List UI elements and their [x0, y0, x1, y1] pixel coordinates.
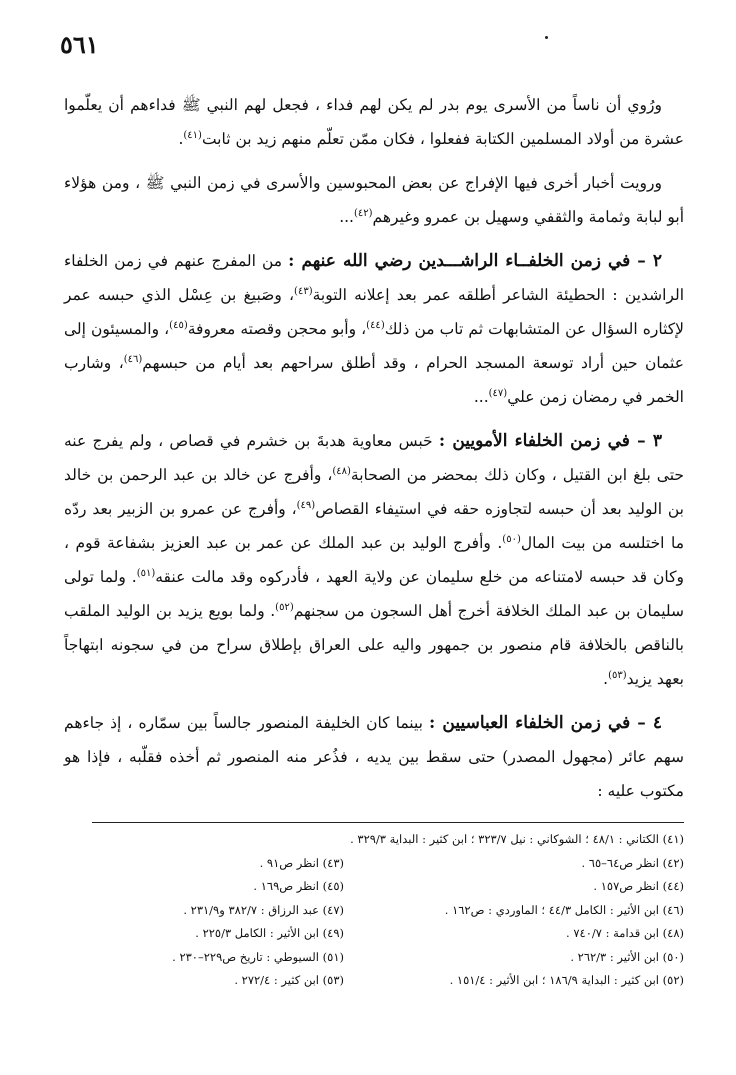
paragraph-text: ، وصَبيغ بن عِسْل الذي حبسه عمر لإكثاره السؤال عن المتشابهات ثم تاب من ذلك — [64, 286, 685, 338]
paragraph — [64, 244, 684, 414]
footnote-entry: (٥٣) ابن كثير : ٢٧٢/٤ . — [234, 973, 344, 987]
section-heading: ٣ – في زمن الخلفاء الأمويين : — [438, 431, 662, 451]
paragraph-text: بينما كان الخليفة المنصور جالساً بين سمّاره ، إذ جاءهم سهم عائر (مجهول المصدر) حتى سقط بين يديه ، فذُعر منه المنصور ثم أخذه فقلّبه ، فإذا هو مكتوب عليه : — [64, 714, 684, 800]
footnote-reference[interactable]: (٥١) — [136, 567, 156, 579]
paragraph — [64, 424, 684, 696]
footnote-row — [92, 875, 684, 899]
paragraph-text: ورويت أخبار أخرى فيها الإفراج عن بعض المحبوسين والأسرى في زمن النبي ﷺ ، ومن هؤلاء أبو لبابة وثمامة والثقفي وسهيل بن عمرو وغيرهم — [64, 174, 684, 226]
footnote-reference[interactable]: (٤٥) — [169, 319, 188, 331]
footnote-reference[interactable]: (٥٢) — [275, 601, 294, 613]
paragraph-text: ورُوي أن ناساً من الأسرى يوم بدر لم يكن لهم فداء ، فجعل لهم النبي ﷺ فداءهم أن يعلّموا عشرة من أولاد المسلمين الكتابة ففعلوا ، فكان ممّن تعلّم منهم زيد بن ثابت — [64, 96, 684, 148]
paragraph-text: حَبس معاوية هدبةَ بن خشرم في قصاص ، ولم يفرج عنه حتى بلغ ابن القتيل ، وكان ذلك بمحضر من الصحابة — [64, 432, 684, 484]
footnote-row — [92, 828, 684, 852]
paragraph-text: ، وأفرج عن عمرو بن الزبير بعد ردّه ما اختلسه من بيت المال — [64, 500, 685, 552]
footnote-reference[interactable]: (٤٨) — [332, 465, 351, 477]
footnote-reference[interactable]: (٥٠) — [502, 533, 521, 545]
paragraph — [64, 88, 684, 156]
main-text — [64, 88, 684, 808]
footnote-row — [92, 969, 684, 993]
footnote-reference[interactable]: (٤٩) — [296, 499, 316, 511]
footnote-entry: (٤٨) ابن قدامة : ٧٤٠/٧ . — [566, 926, 684, 940]
footnote-entry: (٤١) الكتاني : ٤٨/١ ؛ الشوكاني : نيل ٣٢٣/٧ ؛ ابن كثير : البداية ٣٢٩/٣ . — [350, 832, 684, 846]
paragraph-text: . — [178, 130, 184, 148]
footnote-entry: (٤٤) انظر ص١٥٧ . — [593, 879, 684, 893]
footnote-row — [92, 899, 684, 923]
footnote-row — [92, 852, 684, 876]
paragraph — [64, 166, 684, 234]
footnote-row — [92, 946, 684, 970]
footnote-entry: (٤٦) ابن الأثير : الكامل ٤٤/٣ ؛ الماوردي : ص١٦٢ . — [444, 902, 684, 917]
footnotes — [92, 828, 684, 993]
paragraph-text: ، وأبو محجن وقصته معروفة — [187, 320, 367, 338]
footnote-reference[interactable]: (٤٧) — [488, 387, 508, 399]
footnote-reference[interactable]: (٤٤) — [366, 319, 385, 331]
paragraph-text: من المفرج عنهم في زمن الخلفاء الراشدين : الحطيئة الشاعر أطلقه عمر بعد إعلانه التوبة — [64, 252, 684, 304]
footnote-reference[interactable]: (٤١) — [183, 129, 202, 141]
footnote-divider — [92, 822, 684, 823]
paragraph-text: . وأفرج الوليد بن عبد الملك عن عمر بن عبد العزيز بشفاعة قوم ، وكان قد حبسه لامتناعه من خلع سليمان عن ولاية العهد ، فأدركوه وقد مالت عنقه — [64, 534, 685, 586]
footnote-entry: (٤٥) انظر ص١٦٩ . — [253, 879, 344, 893]
footnote-entry: (٤٣) انظر ص٩١ . — [259, 855, 344, 870]
footnote-row — [92, 922, 684, 946]
footnote-entry: (٥٠) ابن الأثير : ٢٦٢/٣ . — [570, 949, 684, 964]
footnote-entry: (٤٧) عبد الرزاق : ٣٨٢/٧ و٢٣١/٩ . — [183, 902, 344, 917]
paragraph-text: ... — [473, 388, 489, 406]
paragraph-text: ، وأفرج عن خالد بن عبد الرحمن بن خالد بن الوليد بعد أن حبسه لتجاوزه حقه في استيفاء القصاص — [64, 466, 684, 518]
paragraph-text: ... — [339, 208, 354, 226]
footnote-entry: (٥١) السيوطي : تاريخ ص٢٢٩–٢٣٠ . — [172, 949, 344, 964]
page-number: ٥٦١ — [60, 30, 99, 59]
footnote-reference[interactable]: (٥٣) — [608, 669, 627, 681]
footnote-entry: (٥٢) ابن كثير : البداية ١٨٦/٩ ؛ ابن الأثير : ١٥١/٤ . — [449, 973, 684, 987]
paragraph-text: ، والمسيئون إلى عثمان حين أراد توسعة المسجد الحرام ، وقد أطلق سراحهم بعد أيام من حبسهم — [64, 320, 684, 372]
paragraph — [64, 706, 684, 808]
footnote-reference[interactable]: (٤٣) — [294, 285, 313, 297]
footnote-reference[interactable]: (٤٦) — [123, 353, 143, 365]
section-heading: ٤ – في زمن الخلفاء العباسيين : — [429, 713, 662, 733]
paragraph-text: . ولما بويع يزيد بن الوليد الملقب بالناقص بالخلافة قام منصور بن جمهور واليه على العراق بإطلاق سراح من في سجونه ابتهاجاً بعهد يزيد — [64, 602, 684, 688]
paragraph-text: ، وشارب الخمر في رمضان زمن علي — [64, 354, 684, 406]
print-speck — [545, 36, 548, 39]
paragraph-text: . ولما تولى سليمان بن عبد الملك الخلافة أخرج أهل السجون من سجنهم — [64, 568, 684, 620]
footnote-entry: (٤٢) انظر ص٦٤–٦٥ . — [581, 855, 684, 870]
footnote-reference[interactable]: (٤٢) — [353, 207, 373, 219]
paragraph-text: . — [603, 670, 609, 688]
footnote-entry: (٤٩) ابن الأثير : الكامل ٢٢٥/٣ . — [195, 926, 344, 940]
section-heading: ٢ – في زمن الخلفــاء الراشـــدين رضي الله عنهم : — [288, 251, 662, 271]
